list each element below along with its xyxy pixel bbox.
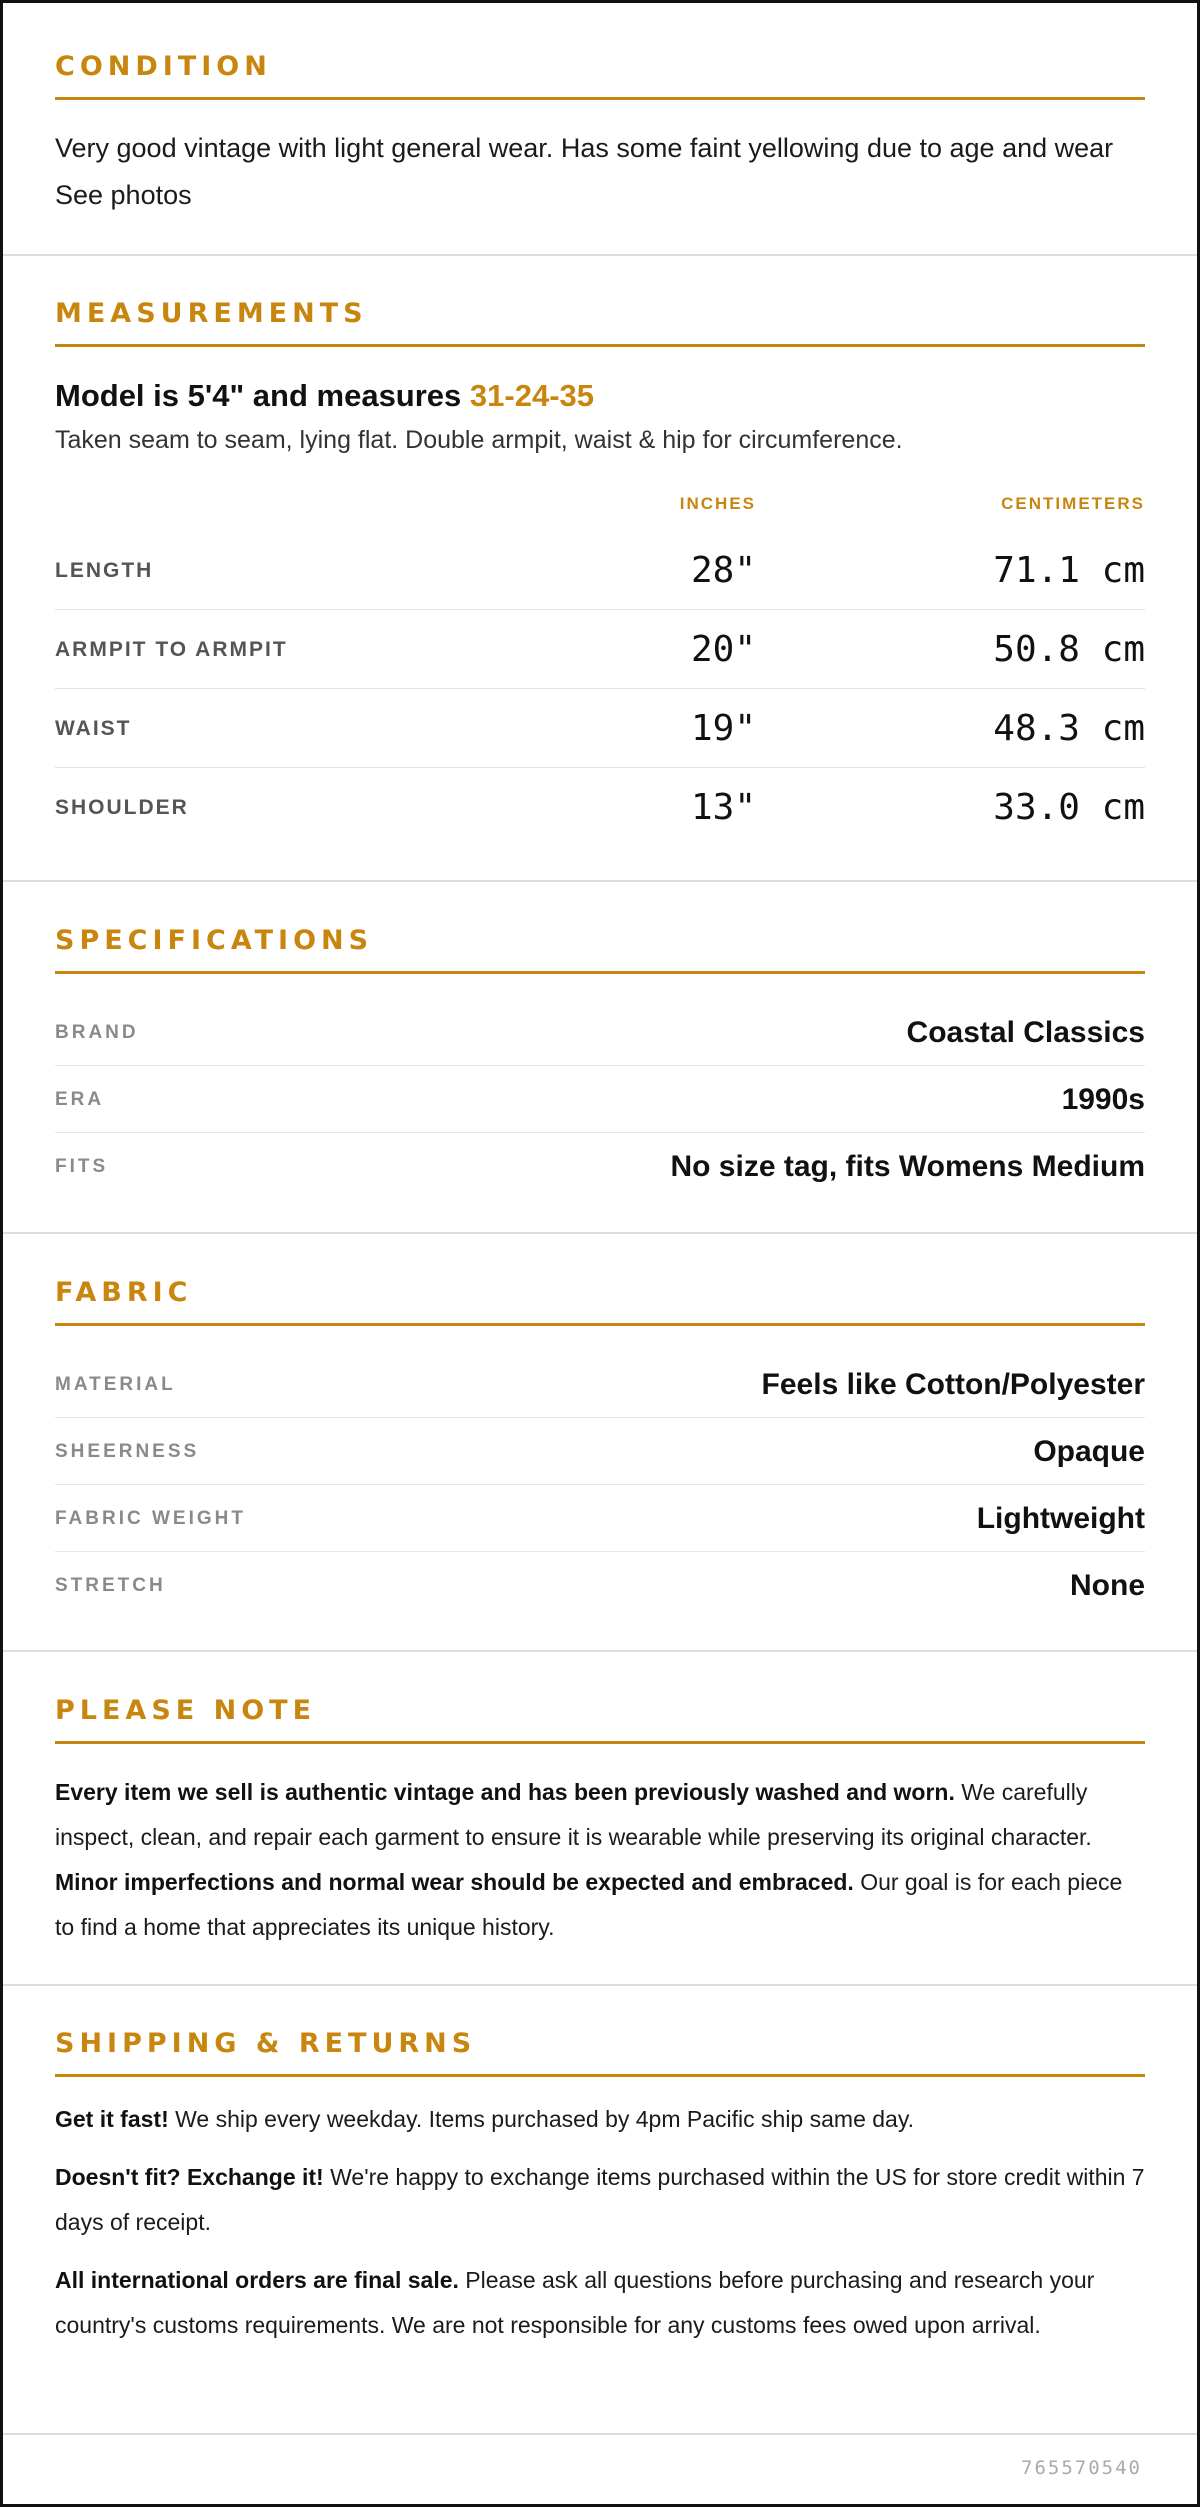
measurement-label: SHOULDER <box>55 796 189 819</box>
spec-label: ERA <box>55 1089 105 1110</box>
spec-value: No size tag, fits Womens Medium <box>670 1150 1145 1183</box>
measurement-cm: 50.8 cm <box>993 629 1145 670</box>
condition-heading: CONDITION <box>55 51 1145 100</box>
fabric-row-weight <box>55 1485 1145 1552</box>
measurement-inches: 19" <box>690 708 756 749</box>
shipping-paragraph-2 <box>55 2155 1145 2245</box>
please-note-heading: PLEASE NOTE <box>55 1695 1145 1744</box>
fabric-section <box>3 1234 1197 1652</box>
fabric-value: Opaque <box>1033 1435 1145 1468</box>
measurement-inches: 28" <box>690 550 756 591</box>
shipping-section <box>3 1986 1197 2435</box>
specifications-heading: SPECIFICATIONS <box>55 925 1145 974</box>
column-inches-header: INCHES <box>679 494 756 513</box>
measurement-label: WAIST <box>55 717 132 740</box>
measurement-inches: 20" <box>690 629 756 670</box>
spec-value: Coastal Classics <box>906 1016 1145 1049</box>
column-cm-header: CENTIMETERS <box>1001 494 1145 513</box>
spec-row-fits <box>55 1133 1145 1200</box>
fabric-value: Feels like Cotton/Polyester <box>761 1368 1145 1401</box>
measurement-inches: 13" <box>690 787 756 828</box>
fabric-label: MATERIAL <box>55 1374 176 1395</box>
shipping-text-3: Please ask all questions before purchasing and research your country's customs requirements. We are not responsible for any customs fees owed upon arrival. <box>55 2267 1095 2338</box>
fabric-label: FABRIC WEIGHT <box>55 1508 246 1529</box>
spec-label: FITS <box>55 1156 109 1177</box>
fabric-label: STRETCH <box>55 1575 166 1596</box>
shipping-text-1: We ship every weekday. Items purchased by 4pm Pacific ship same day. <box>168 2106 915 2132</box>
shipping-paragraph-3 <box>55 2258 1145 2348</box>
shipping-bold-1: Get it fast! <box>55 2106 169 2132</box>
fabric-heading: FABRIC <box>55 1277 1145 1326</box>
fabric-value: None <box>1070 1569 1145 1602</box>
model-prefix: Model is 5'4" and measures <box>55 378 470 413</box>
spec-value: 1990s <box>1061 1083 1145 1116</box>
please-note-text <box>55 1770 1145 1950</box>
please-note-section <box>3 1652 1197 1986</box>
condition-section <box>3 3 1197 256</box>
measurements-section <box>3 256 1197 882</box>
shipping-bold-3: All international orders are final sale. <box>55 2267 459 2293</box>
fabric-row-stretch <box>55 1552 1145 1619</box>
measurements-subtext: Taken seam to seam, lying flat. Double armpit, waist & hip for circumference. <box>55 426 903 454</box>
shipping-heading: SHIPPING & RETURNS <box>55 2028 1145 2077</box>
fabric-value: Lightweight <box>976 1502 1145 1535</box>
item-id: 765570540 <box>1021 2457 1142 2479</box>
fabric-row-material <box>55 1351 1145 1418</box>
spec-label: BRAND <box>55 1022 139 1043</box>
spec-row-brand <box>55 999 1145 1066</box>
measurement-label: LENGTH <box>55 559 154 582</box>
note-bold-2: Minor imperfections and normal wear should be expected and embraced. <box>55 1869 854 1895</box>
note-text-1: We carefully inspect, clean, and repair each garment to ensure it is wearable while preserving its original character. <box>55 1779 1092 1850</box>
measurement-row <box>55 531 1145 610</box>
note-bold-1: Every item we sell is authentic vintage and has been previously washed and worn. <box>55 1779 955 1805</box>
note-text-2: Our goal is for each piece to find a home that appreciates its unique history. <box>55 1869 1123 1940</box>
condition-text: Very good vintage with light general wear. Has some faint yellowing due to age and wear See photos <box>55 133 1114 210</box>
measurement-label: ARMPIT TO ARMPIT <box>55 638 288 661</box>
model-measurements <box>55 377 594 415</box>
measurement-row <box>55 689 1145 768</box>
model-stats: 31-24-35 <box>469 378 594 413</box>
shipping-paragraph-1 <box>55 2097 1145 2142</box>
shipping-text-2: We're happy to exchange items purchased within the US for store credit within 7 days of receipt. <box>55 2164 1145 2235</box>
shipping-bold-2: Doesn't fit? Exchange it! <box>55 2164 324 2190</box>
specifications-section <box>3 882 1197 1234</box>
fabric-row-sheerness <box>55 1418 1145 1485</box>
spec-row-era <box>55 1066 1145 1133</box>
measurement-cm: 48.3 cm <box>993 708 1145 749</box>
measurement-row <box>55 768 1145 847</box>
fabric-label: SHEERNESS <box>55 1441 200 1462</box>
measurement-row <box>55 610 1145 689</box>
measurement-cm: 71.1 cm <box>993 550 1145 591</box>
measurement-cm: 33.0 cm <box>993 787 1145 828</box>
measurements-heading: MEASUREMENTS <box>55 298 1145 347</box>
